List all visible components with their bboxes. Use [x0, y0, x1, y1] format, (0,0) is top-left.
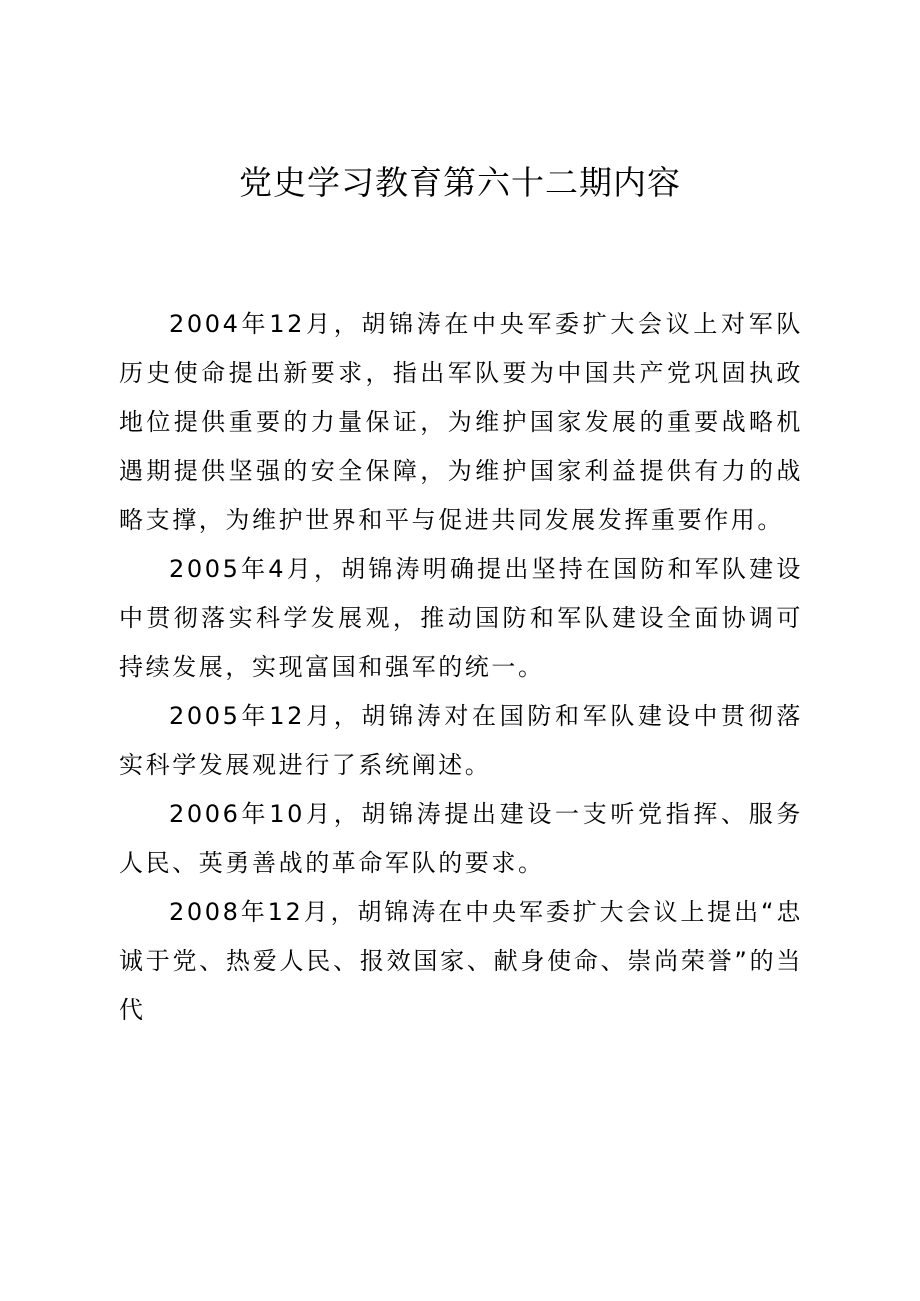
paragraph-2005-apr: 2005年4月，胡锦涛明确提出坚持在国防和军队建设中贯彻落实科学发展观，推动国防和军队建设全面协调可持续发展，实现富国和强军的统一。 — [119, 555, 803, 681]
document-title: 党史学习教育第六十二期内容 — [239, 163, 681, 202]
paragraph-2006-oct: 2006年10月，胡锦涛提出建设一支听党指挥、服务人民、英勇善战的革命军队的要求。 — [119, 800, 803, 877]
paragraph-2004-dec: 2004年12月，胡锦涛在中央军委扩大会议上对军队历史使命提出新要求，指出军队要为中国共产党巩固执政地位提供重要的力量保证，为维护国家发展的重要战略机遇期提供坚强的安全保障，为维护国家利益提供有力的战略支撑，为维护世界和平与促进共同发展发挥重要作用。 — [119, 310, 803, 534]
paragraph-2005-dec: 2005年12月，胡锦涛对在国防和军队建设中贯彻落实科学发展观进行了系统阐述。 — [119, 702, 803, 779]
document-body — [119, 300, 803, 1035]
paragraph-2008-dec: 2008年12月，胡锦涛在中央军委扩大会议上提出“忠诚于党、热爱人民、报效国家、献身使命、崇尚荣誉”的当代 — [119, 898, 803, 1024]
